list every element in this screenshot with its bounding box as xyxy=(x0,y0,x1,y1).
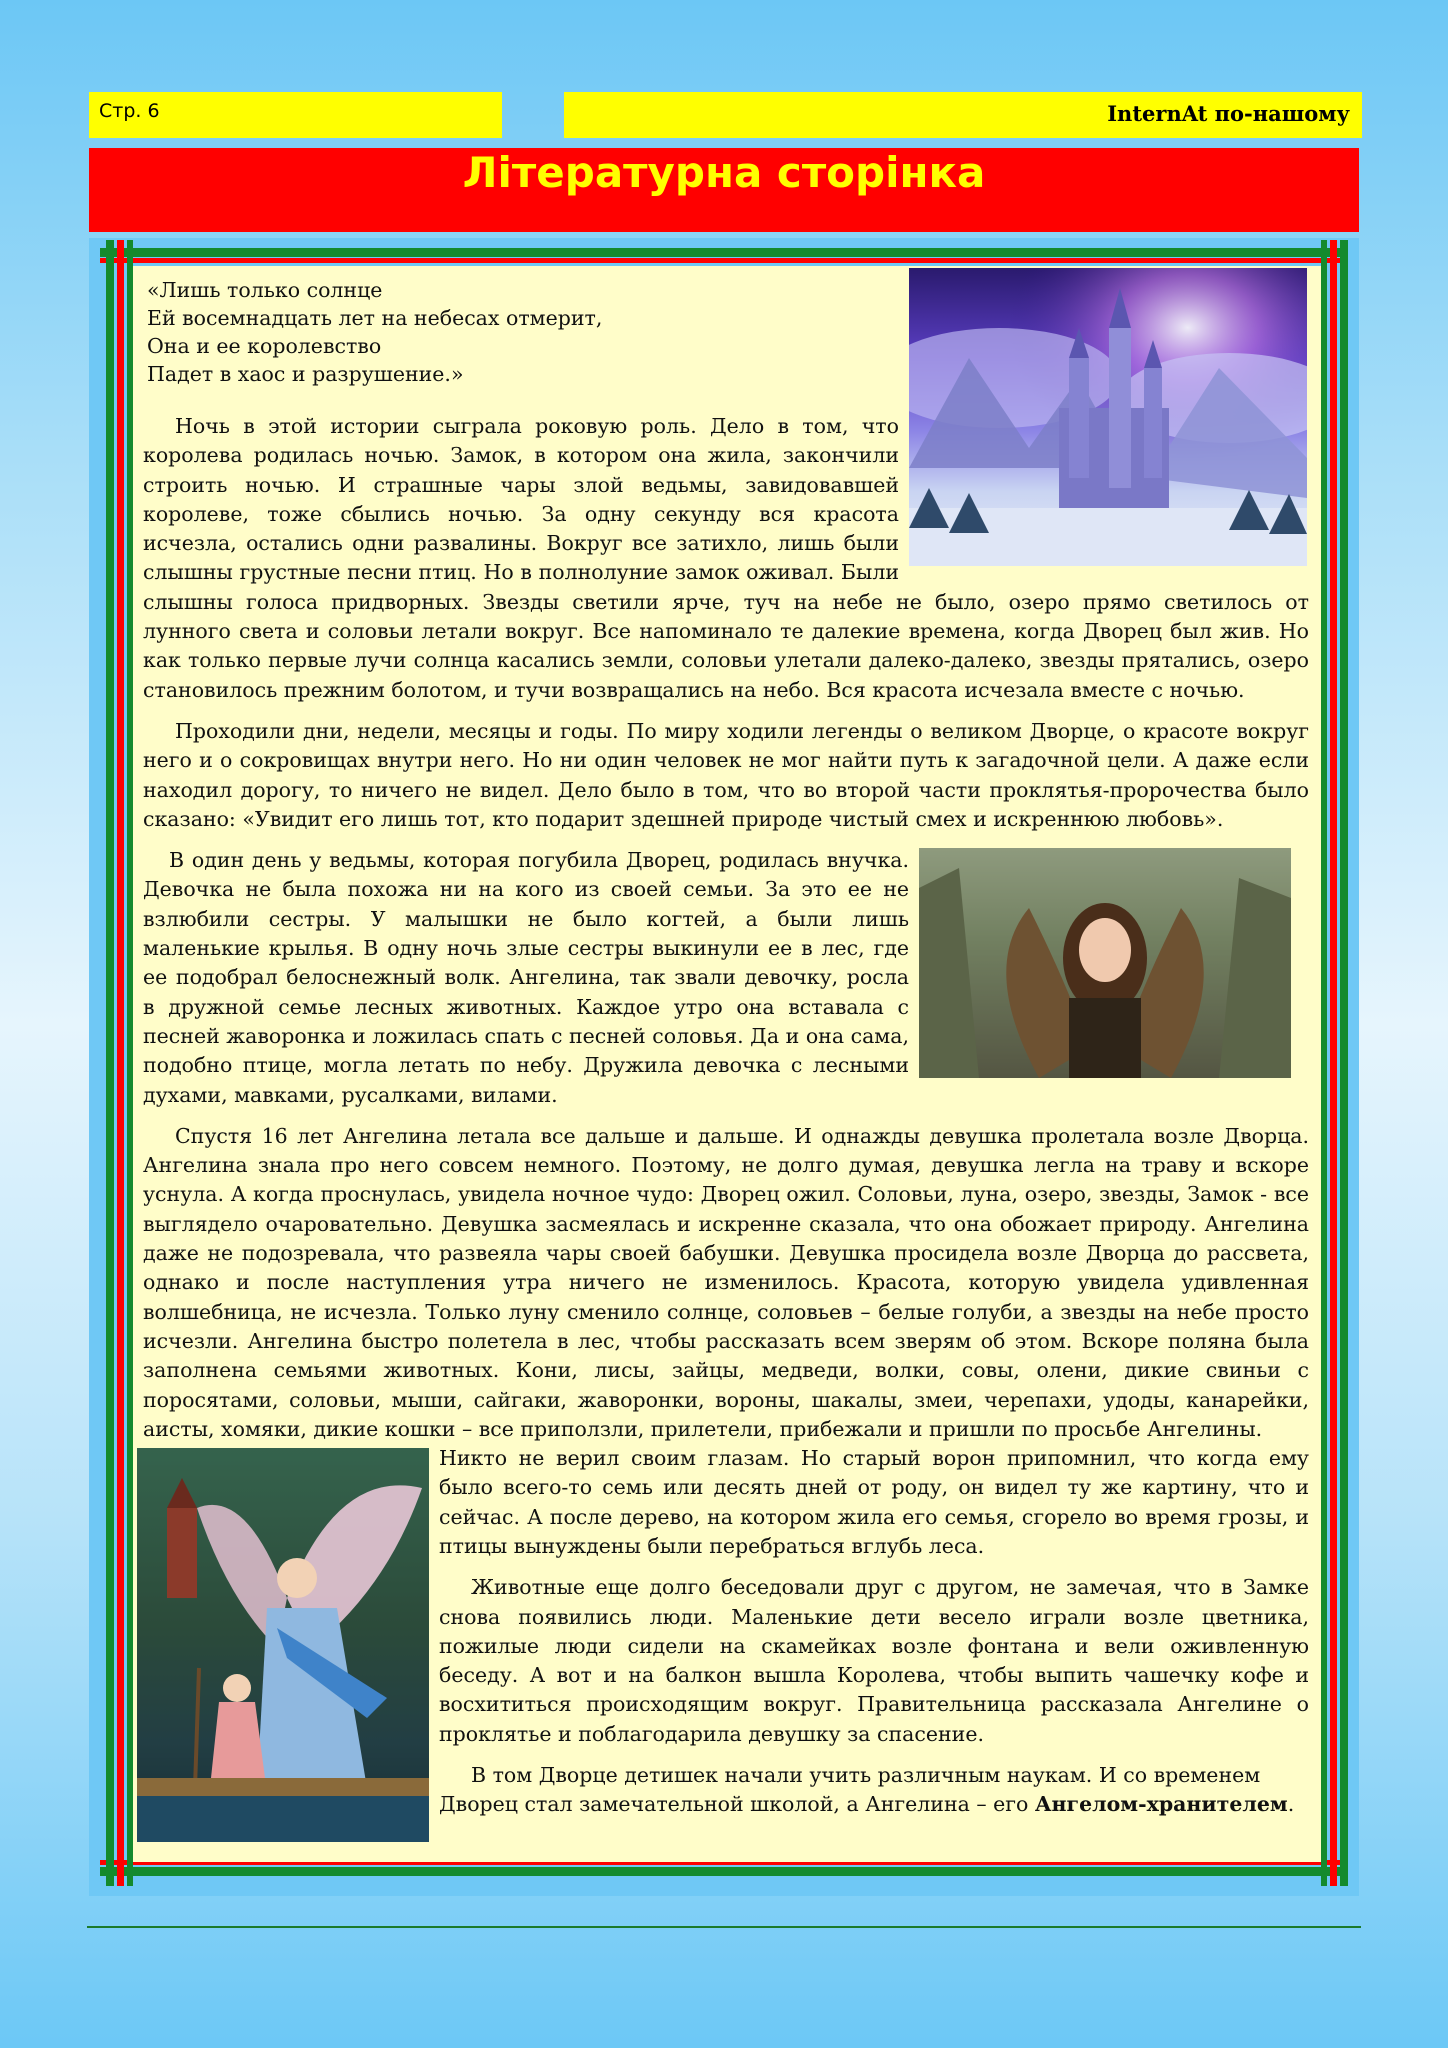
poem-line: Падет в хаос и разрушение.» xyxy=(147,362,464,386)
paragraph-2: Проходили дни, недели, месяцы и годы. По миру ходили легенды о великом Дворце, о красоте вокруг него и о сокровищах внутри него. Но ни один человек не мог найти путь к загадочной цели. А даже если находил дорогу, то ничего не видел. Дело было в том, что во второй части проклятья-пророчества было сказано: «Увидит его лишь тот, кто подарит здешней природе чистый смех и искреннюю любовь». xyxy=(143,718,1309,831)
paragraph-7-end: . xyxy=(1287,1792,1295,1817)
paragraph-7-bold: Ангелом-хранителем xyxy=(1034,1792,1288,1817)
bottom-divider xyxy=(87,1926,1361,1928)
paragraph-5: Никто не верил своим глазам. Но старый ворон припомнил, что когда ему было всего-то семь или десять дней от роду, он видел ту же картину, что и сейчас. А после дерево, на котором жила его семья, сгорело во время грозы, и птицы вынуждены были перебраться вглубь леса. xyxy=(439,1446,1309,1558)
frame-line-right-red xyxy=(1330,240,1337,1886)
paragraph-6: Животные еще долго беседовали друг с другом, не замечая, что в Замке снова появились люди. Маленькие дети весело играли возле цветника, пожилые люди сидели на скамейках возле фонтана и вели оживленную беседу. А вот и на балкон вышла Королева, чтобы выпить чашечку кофе и восхититься происходящим вокруг. Правительница рассказала Ангелине о проклятье и поблагодарила девушку за спасение. xyxy=(439,1575,1309,1746)
paragraph-4: Спустя 16 лет Ангелина летала все дальше и дальше. И однажды девушка пролетала возле Дворца. Ангелина знала про него совсем немного. Поэтому, не долго думая, девушка легла на траву и вскоре уснула. А когда проснулась, увидела ночное чудо: Дворец ожил. Соловьи, луна, озеро, звезды, Замок - все выглядело очаровательно. Девушка засмеялась и искренне сказала, что она обожает природу. Ангелина даже не подозревала, что развеяла чары своей бабушки. Девушка просидела возле Дворца до рассвета, однако и после наступления утра ничего не изменилось. Красота, которую увидела удивленная волшебница, не исчезла. Только луну сменило солнце, соловьев – белые голуби, а звезды на небе просто исчезли. Ангелина быстро полетела в лес, чтобы рассказать всем зверям об этом. Вскоре поляна была заполнена семьями животных. Кони, лисы, зайцы, медведи, волки, совы, олени, дикие свиньи с поросятами, соловьи, мыши, сайгаки, жаворонки, вороны, шакалы, змеи, черепахи, удоды, канарейки, аисты, хомяки, дикие кошки – все приползли, прилетели, прибежали и пришли по просьбе Ангелины. xyxy=(143,1123,1309,1441)
section-title: Літературна сторінка xyxy=(462,148,986,197)
poem-line: Ей восемнадцать лет на небесах отмерит, xyxy=(147,306,603,330)
castle-illustration xyxy=(909,270,1309,566)
poem-line: «Лишь только солнце xyxy=(147,278,383,302)
paragraph-7-text: В том Дворце детишек начали учить различным наукам. И со временем Дворец стал замечательной школой, а Ангелина – его xyxy=(439,1763,1261,1817)
frame-line-bottom-green xyxy=(100,1867,1348,1876)
page-number-box xyxy=(89,92,502,138)
paragraph-1: Ночь в этой истории сыграла роковую роль. Дело в том, что королева родилась ночью. Замок, в котором она жила, закончили строить ночью. И страшные чары злой ведьмы, завидовавшей королеве, тоже сбылись ночью. За одну секунду вся красота исчезла, остались одни развалины. Вокруг все затихло, лишь были слышны грустные песни птиц. Но в полнолуние замок оживал. Были слышны голоса придворных. Звезды светили ярче, туч на небе не было, озеро прямо светилось от лунного света и соловьи летали вокруг. Все напоминало те далекие времена, когда Дворец был жив. Но как только первые лучи солнца касались земли, соловьи улетали далеко-далеко, звезды прятались, озеро становилось прежним болотом, и тучи возвращались на небо. Вся красота исчезала вместе с ночью. xyxy=(143,414,1309,702)
section-banner xyxy=(89,148,1359,232)
frame-line-left-green-1 xyxy=(106,240,114,1886)
frame-line-right-green-2 xyxy=(1340,240,1348,1886)
page-number: Стр. 6 xyxy=(99,100,160,122)
frame-line-top-green xyxy=(100,248,1348,257)
frame-line-right-green-1 xyxy=(1321,240,1327,1886)
winged-girl-illustration xyxy=(919,846,1309,1078)
frame-line-left-red xyxy=(117,240,124,1886)
article-body xyxy=(143,270,1309,1860)
magazine-title: InternAt по-нашому xyxy=(1107,101,1350,126)
paragraph-3: В один день у ведьмы, которая погубила Дворец, родилась внучка. Девочка не была похожа ни на кого из своей семьи. За это ее не взлюбили сестры. У малышки не было когтей, а были лишь маленькие крылья. В одну ночь злые сестры выкинули ее в лес, где ее подобрал белоснежный волк. Ангелина, так звали девочку, росла в дружной семье лесных животных. Каждое утро она вставала с песней жаворонка и ложилась спать с песней соловья. Да и она сама, подобно птице, могла летать по небу. Дружила девочка с лесными духами, мавками, русалками, вилами. xyxy=(143,848,909,1107)
guardian-angel-illustration xyxy=(143,1448,429,1842)
magazine-title-box xyxy=(564,92,1362,138)
frame-line-top-red xyxy=(100,258,1348,263)
poem-line: Она и ее королевство xyxy=(147,334,382,358)
